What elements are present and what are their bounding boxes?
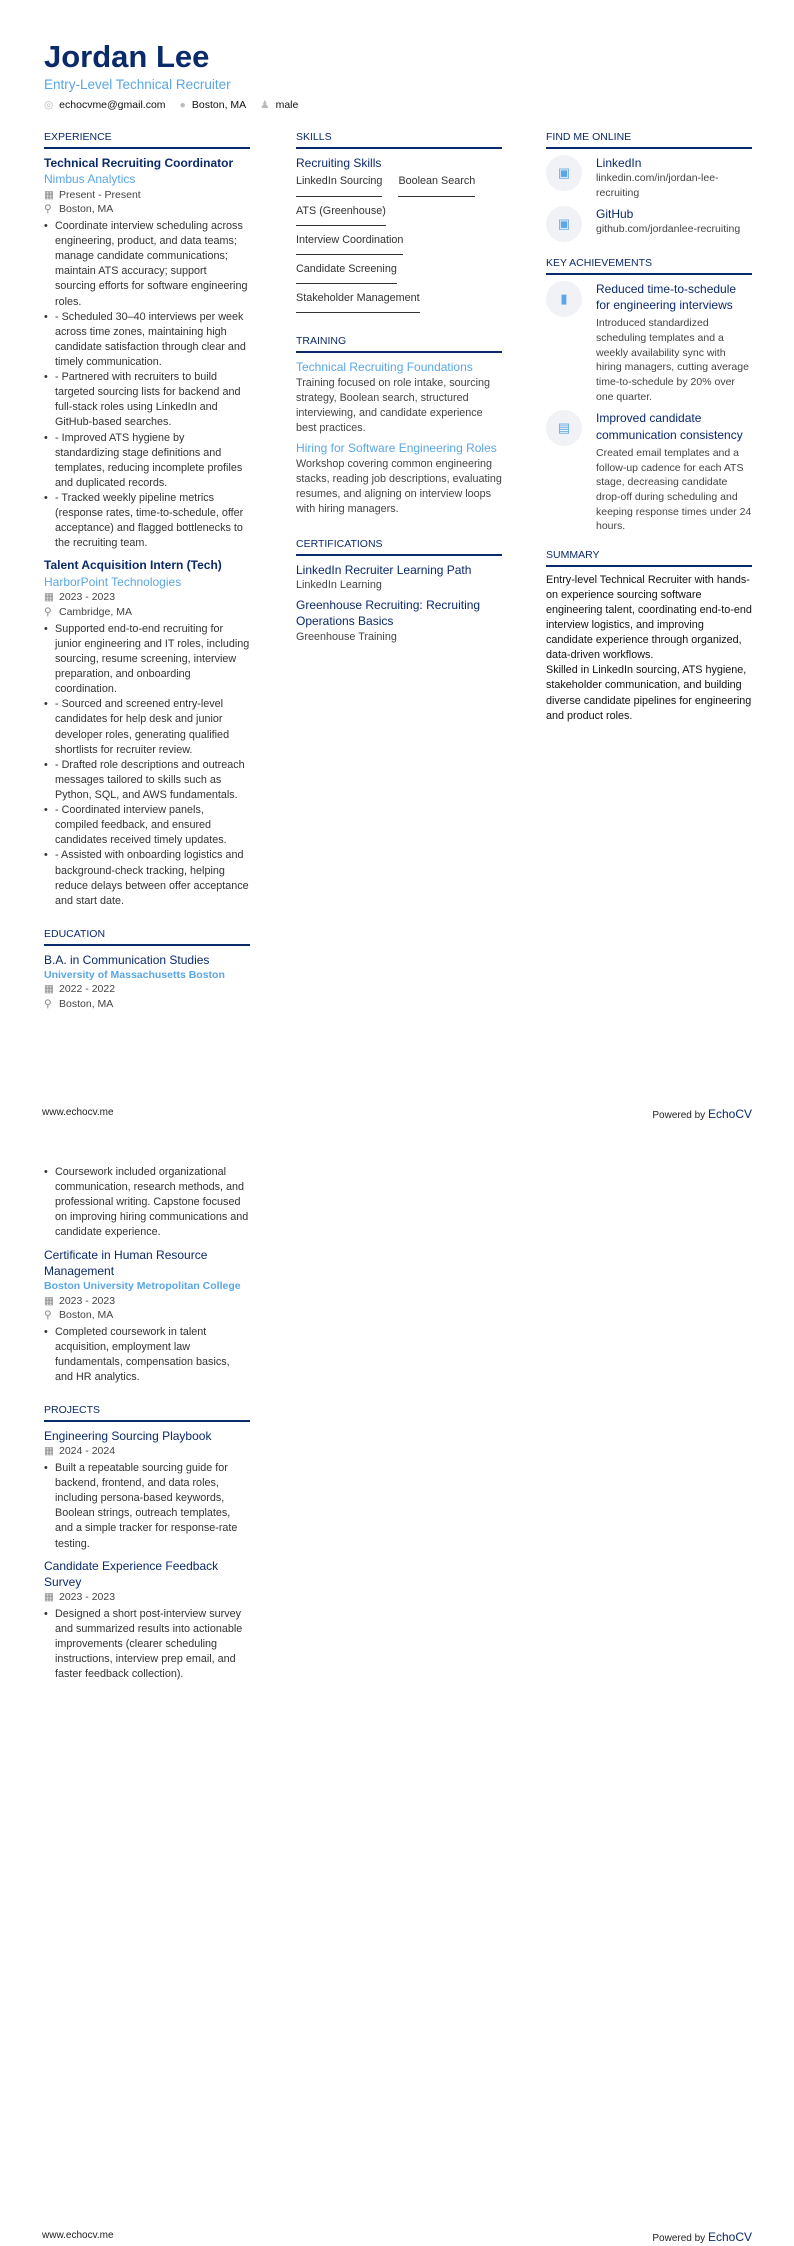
candidate-name: Jordan Lee	[44, 39, 210, 74]
skill-tag: Candidate Screening	[296, 262, 397, 284]
brand-logo[interactable]: EchoCV	[707, 1107, 752, 1121]
bullet: • - Improved ATS hygiene by standardizing stage definitions and templates, reducing incomplete profiles and duplicated records.	[44, 431, 250, 491]
middle-column	[296, 116, 502, 645]
education-entry	[44, 952, 250, 1012]
email[interactable]: echocvme@gmail.com	[59, 99, 166, 111]
skill-tag: Stakeholder Management	[296, 291, 420, 313]
training-description: Workshop covering common engineering stacks, reading job descriptions, evaluating resumes, and aligning on interview loops with hiring managers.	[296, 457, 502, 516]
certification-issuer: LinkedIn Learning	[296, 579, 382, 592]
certification-title: LinkedIn Recruiter Learning Path	[296, 562, 472, 577]
page-footer	[42, 1106, 752, 1123]
location: Cambridge, MA	[59, 606, 132, 619]
bullet: • - Partnered with recruiters to build targeted sourcing lists for backend and full-stack roles using LinkedIn and GitHub-based searches.	[44, 370, 250, 430]
profile-name: GitHub	[596, 207, 634, 222]
section-heading-online: FIND ME ONLINE	[546, 130, 752, 149]
training-title: Hiring for Software Engineering Roles	[296, 440, 497, 455]
document-icon: ▤	[546, 410, 582, 446]
online-profile[interactable]	[546, 206, 752, 242]
calendar-icon: ▦	[44, 188, 54, 201]
candidate-title: Entry-Level Technical Recruiter	[44, 77, 231, 92]
brand-logo[interactable]: EchoCV	[707, 2230, 752, 2244]
bullet: • Coordinate interview scheduling across engineering, product, and data teams; manage candidate communications; maintain ATS accuracy; support sourcing efforts for software engineering roles.	[44, 219, 250, 310]
section-heading-certifications: CERTIFICATIONS	[296, 537, 502, 556]
section-heading-training: TRAINING	[296, 334, 502, 353]
achievement-title: Improved candidate communication consistency	[596, 411, 743, 442]
profile-url[interactable]: github.com/jordanlee-recruiting	[596, 223, 741, 236]
achievement	[546, 410, 752, 534]
location-icon: ⚲	[44, 1309, 52, 1322]
job-title: Talent Acquisition Intern (Tech)	[44, 558, 222, 573]
dates: 2023 - 2023	[59, 1294, 116, 1307]
profile-url[interactable]: linkedin.com/in/jordan-lee-recruiting	[596, 171, 719, 199]
footer-site-link[interactable]: www.echocv.me	[42, 2230, 114, 2241]
gender: male	[275, 99, 299, 111]
company: HarborPoint Technologies	[44, 574, 182, 589]
school: University of Massachusetts Boston	[44, 968, 225, 981]
left-column	[44, 116, 250, 1012]
section-heading-achievements: KEY ACHIEVEMENTS	[546, 256, 752, 275]
left-column	[44, 1163, 250, 1688]
degree: B.A. in Communication Studies	[44, 952, 210, 967]
achievement	[546, 281, 752, 405]
bullet: • - Tracked weekly pipeline metrics (response rates, time-to-schedule, offer acceptance) and flagged bottlenecks to the recruiting team.	[44, 491, 250, 551]
section-heading-skills: SKILLS	[296, 130, 502, 149]
resume-page-2	[0, 1123, 794, 2246]
calendar-icon: ▦	[44, 591, 54, 604]
training-title: Technical Recruiting Foundations	[296, 359, 473, 374]
bullet: • - Coordinated interview panels, compiled feedback, and ensured candidates received timely updates.	[44, 803, 250, 848]
bullet: • - Assisted with onboarding logistics and background-check tracking, helping reduce delays between offer acceptance and start date.	[44, 848, 250, 908]
calendar-icon: ▦	[44, 1445, 54, 1458]
right-column	[546, 116, 752, 724]
achievement-title: Reduced time-to-schedule for engineering interviews	[596, 281, 737, 313]
user-icon: ♟	[260, 99, 270, 111]
achievement-description: Introduced standardized scheduling templates and a weekly availability sync with hiring managers, cutting average time-to-schedule by 20% over one quarter.	[596, 317, 749, 403]
dates: 2023 - 2023	[59, 1591, 116, 1604]
skill-tag: Interview Coordination	[296, 233, 403, 255]
email-icon: ◎	[44, 99, 54, 111]
contact-info	[44, 98, 298, 113]
summary-paragraph: Entry-level Technical Recruiter with hands-on experience sourcing software engineering talent, coordinating end-to-end interview logistics, and improving candidate experience through organized, data-driven workflows.	[546, 573, 752, 662]
bullet: • Built a repeatable sourcing guide for backend, frontend, and data roles, including persona-based keywords, Boolean strings, outreach templates, and a simple tracker for response-rate testing.	[44, 1461, 250, 1552]
summary-paragraph: Skilled in LinkedIn sourcing, ATS hygiene, stakeholder communication, and building diverse candidate pipelines for engineering and product roles.	[546, 664, 752, 722]
location: Boston, MA	[191, 99, 247, 111]
page-footer	[42, 2229, 752, 2246]
project-title: Candidate Experience Feedback Survey	[44, 1558, 219, 1589]
skill-group-title: Recruiting Skills	[296, 155, 382, 170]
calendar-icon: ▦	[44, 1591, 54, 1604]
skill-tag: ATS (Greenhouse)	[296, 204, 386, 226]
clipboard-icon: ▮	[546, 281, 582, 317]
dates: 2024 - 2024	[59, 1445, 116, 1458]
dates: 2023 - 2023	[59, 591, 116, 604]
section-heading-education: EDUCATION	[44, 927, 250, 946]
school: Boston University Metropolitan College	[44, 1279, 241, 1292]
powered-by: Powered by EchoCV	[652, 1107, 752, 1121]
calendar-icon: ▦	[44, 983, 54, 996]
location: Boston, MA	[59, 203, 114, 216]
project-entry	[44, 1558, 250, 1683]
dates: Present - Present	[59, 188, 141, 201]
experience-entry	[44, 557, 250, 908]
bullet: • - Drafted role descriptions and outreach messages tailored to skills such as Python, SQL, and AWS fundamentals.	[44, 758, 250, 803]
skill-tag: Boolean Search	[398, 174, 475, 196]
experience-entry	[44, 155, 250, 552]
bullet: • Coursework included organizational communication, research methods, and professional writing. Capstone focused on improving hiring communications and candidate experience.	[44, 1165, 250, 1241]
online-profile[interactable]	[546, 155, 752, 201]
section-heading-summary: SUMMARY	[546, 548, 752, 567]
education-entry	[44, 1247, 250, 1386]
footer-site-link[interactable]: www.echocv.me	[42, 1107, 114, 1118]
section-heading-projects: PROJECTS	[44, 1403, 250, 1422]
section-heading-experience: EXPERIENCE	[44, 130, 250, 149]
certification-title: Greenhouse Recruiting: Recruiting Operations Basics	[296, 598, 481, 629]
location-icon: ●	[179, 99, 186, 111]
location-icon: ⚲	[44, 998, 52, 1011]
bullet: • - Sourced and screened entry-level candidates for help desk and junior developer roles, generating qualified shortlists for recruiter review.	[44, 697, 250, 757]
profile-name: LinkedIn	[596, 155, 642, 170]
github-icon: ▣	[546, 206, 582, 242]
bullet: • Supported end-to-end recruiting for junior engineering and IT roles, including sourcing, resume screening, interview preparation, and onboarding coordination.	[44, 622, 250, 698]
calendar-icon: ▦	[44, 1294, 54, 1307]
training-description: Training focused on role intake, sourcing strategy, Boolean search, structured interviewing, and candidate experience best practices.	[296, 376, 491, 434]
linkedin-icon: ▣	[546, 155, 582, 191]
degree: Certificate in Human Resource Management	[44, 1247, 208, 1278]
bullet: • Designed a short post-interview survey and summarized results into actionable improvements (clearer scheduling instructions, interview prep email, and faster feedback collection).	[44, 1607, 250, 1683]
dates: 2022 - 2022	[59, 983, 116, 996]
job-title: Technical Recruiting Coordinator	[44, 155, 234, 170]
bullet: • Completed coursework in talent acquisition, employment law fundamentals, compensation basics, and HR analytics.	[44, 1325, 250, 1385]
location: Boston, MA	[59, 1309, 114, 1322]
achievement-description: Created email templates and a follow-up cadence for each ATS stage, decreasing candidate drop-off during scheduling and keeping response times under 24 hours.	[596, 446, 752, 533]
project-entry	[44, 1428, 250, 1552]
company: Nimbus Analytics	[44, 171, 136, 186]
powered-by: Powered by EchoCV	[652, 2230, 752, 2244]
certification-issuer: Greenhouse Training	[296, 630, 397, 643]
project-title: Engineering Sourcing Playbook	[44, 1429, 212, 1444]
location: Boston, MA	[59, 998, 114, 1011]
location-icon: ⚲	[44, 203, 52, 216]
location-icon: ⚲	[44, 606, 52, 619]
skill-tag: LinkedIn Sourcing	[296, 174, 382, 196]
bullet: • - Scheduled 30–40 interviews per week across time zones, maintaining high candidate satisfaction through clear and timely communication.	[44, 310, 250, 370]
